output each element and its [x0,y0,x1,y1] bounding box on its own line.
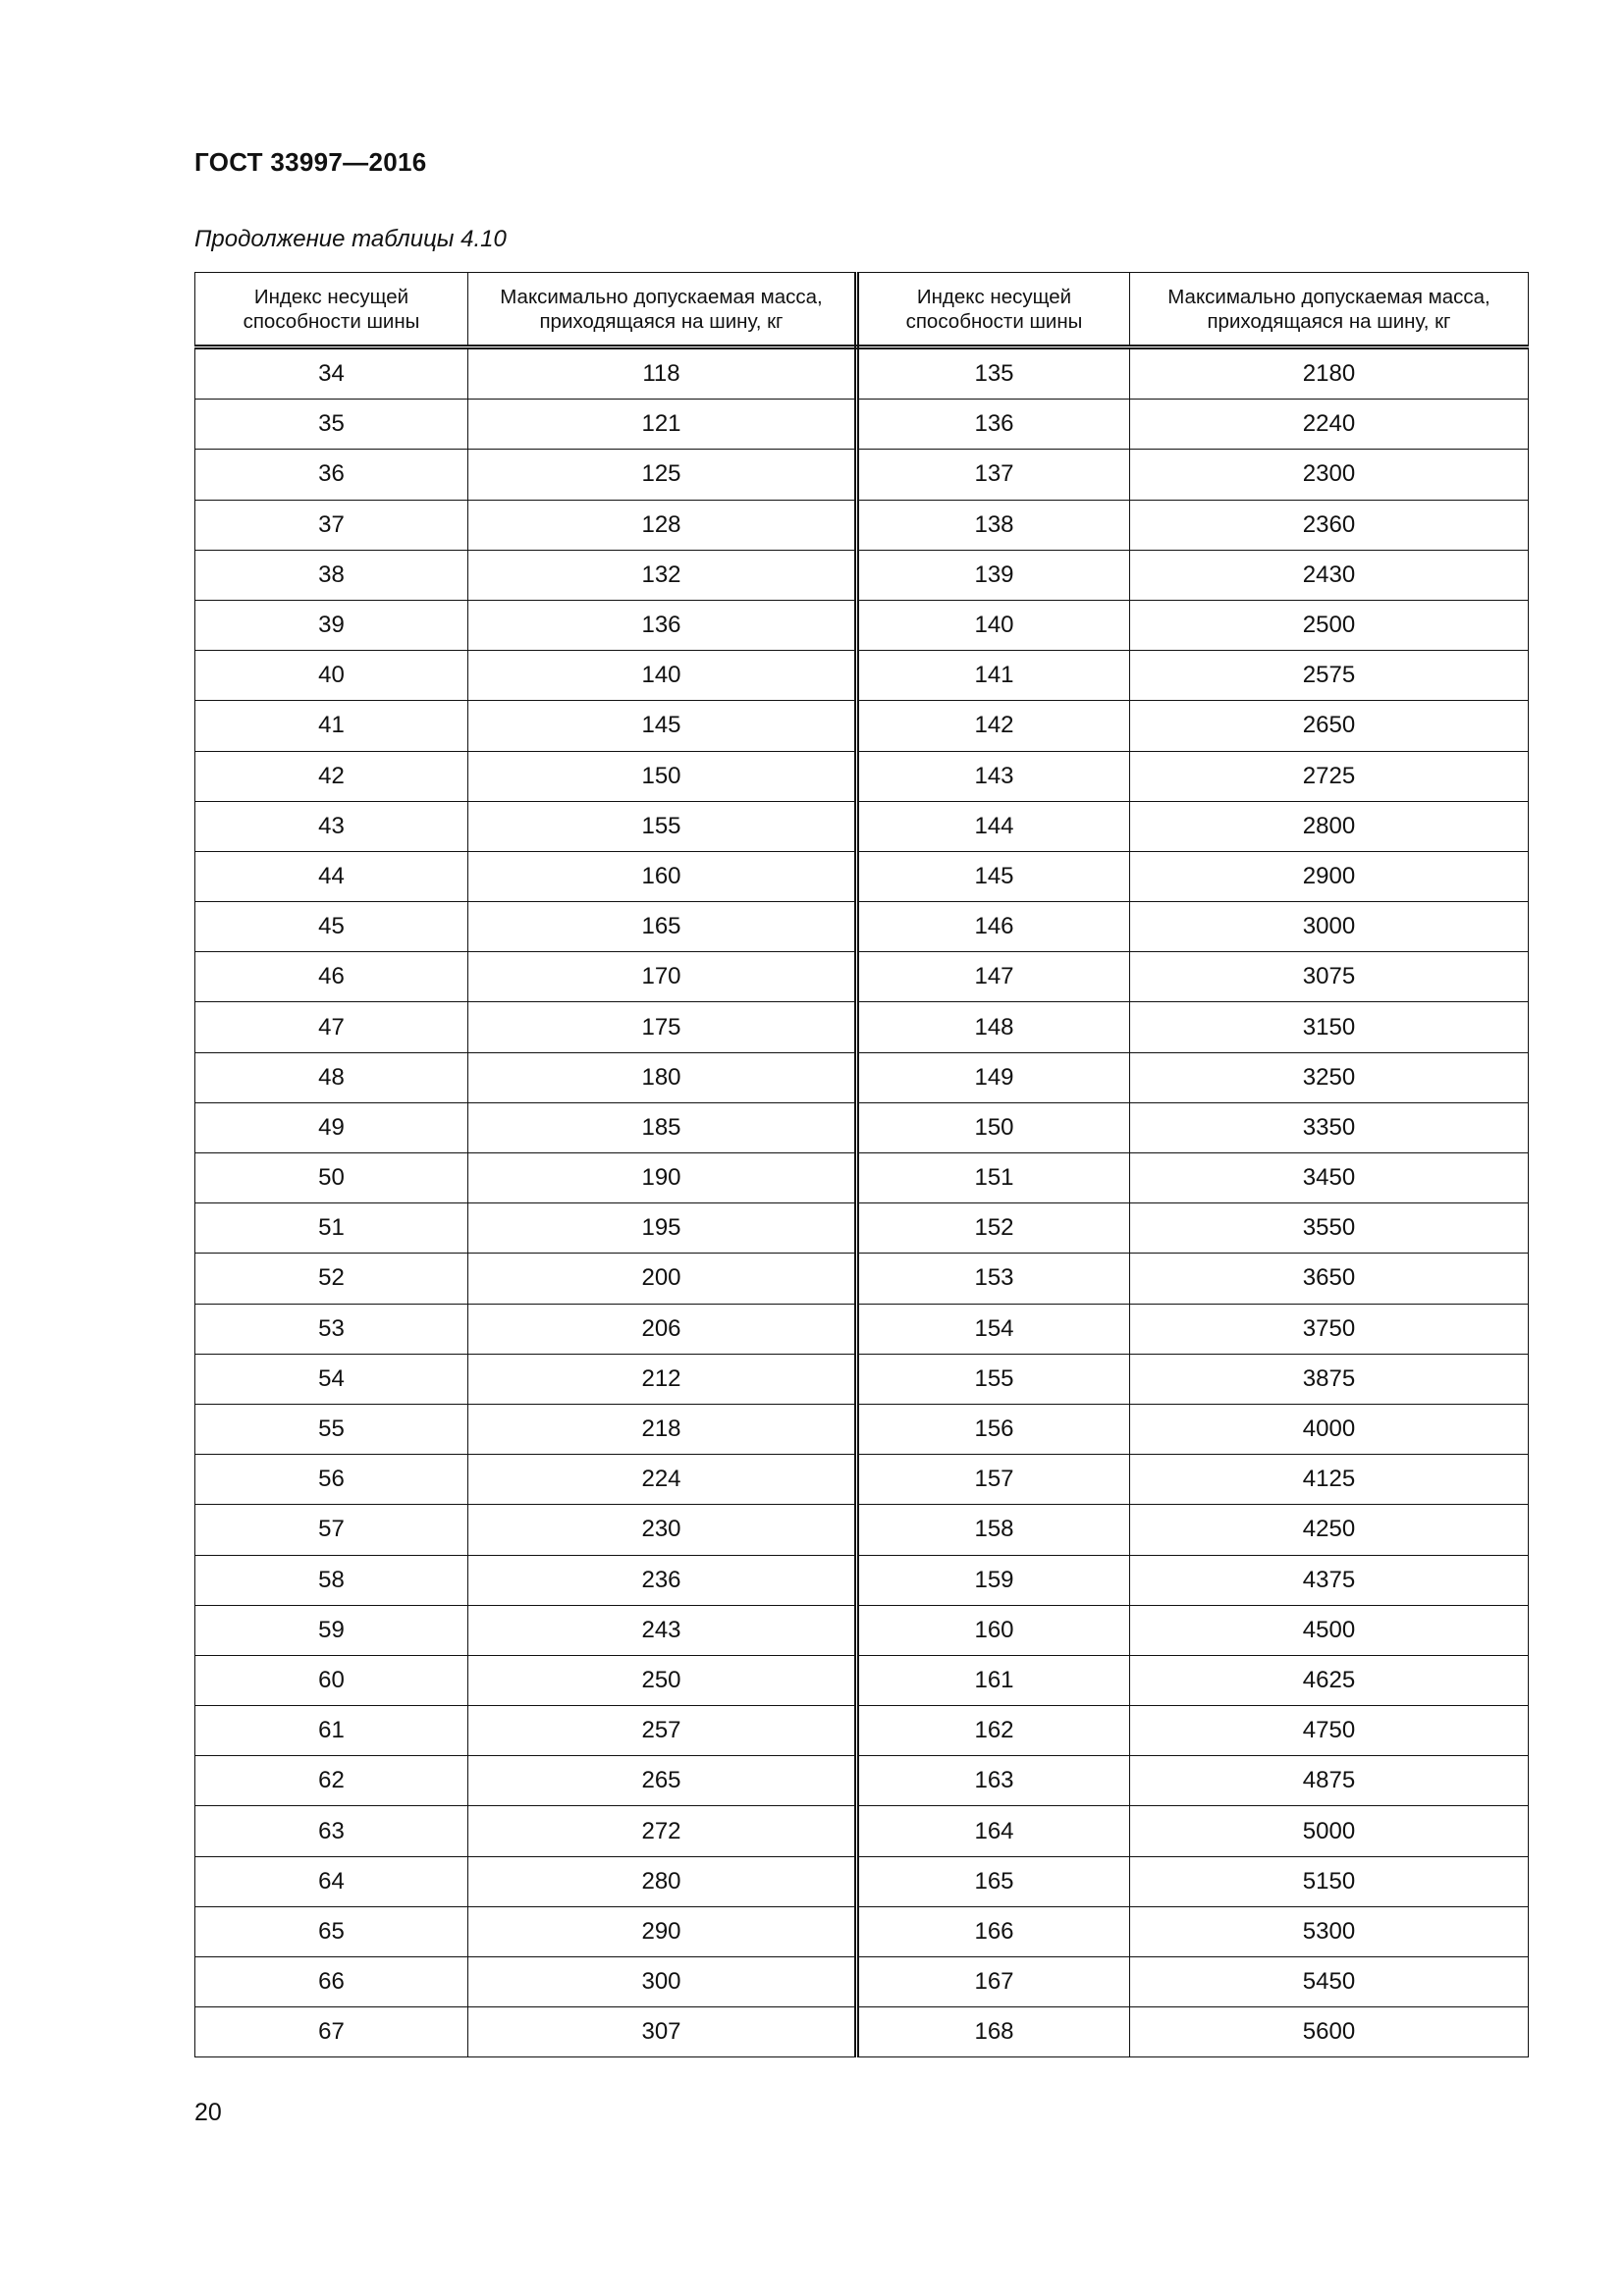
cell-load-index: 150 [857,1102,1130,1152]
cell-load-index: 50 [195,1153,468,1203]
cell-max-mass: 2500 [1130,600,1529,650]
cell-load-index: 65 [195,1906,468,1956]
cell-max-mass: 2300 [1130,450,1529,500]
cell-load-index: 144 [857,801,1130,851]
cell-max-mass: 4625 [1130,1655,1529,1705]
cell-load-index: 42 [195,751,468,801]
cell-load-index: 158 [857,1505,1130,1555]
cell-load-index: 53 [195,1304,468,1354]
cell-max-mass: 3875 [1130,1354,1529,1404]
cell-load-index: 148 [857,1002,1130,1052]
cell-max-mass: 206 [468,1304,857,1354]
cell-load-index: 160 [857,1605,1130,1655]
table-row [195,1906,1529,1956]
cell-load-index: 142 [857,701,1130,751]
cell-max-mass: 224 [468,1455,857,1505]
cell-load-index: 138 [857,500,1130,550]
cell-load-index: 151 [857,1153,1130,1203]
cell-load-index: 51 [195,1203,468,1254]
cell-load-index: 40 [195,651,468,701]
column-header-max-mass: Максимально допускаемая масса, приходящаяся на шину, кг [1130,273,1529,347]
cell-max-mass: 150 [468,751,857,801]
table-row [195,2007,1529,2057]
load-index-table [194,272,1529,2057]
cell-load-index: 46 [195,952,468,1002]
cell-max-mass: 2180 [1130,347,1529,400]
cell-max-mass: 212 [468,1354,857,1404]
cell-max-mass: 5150 [1130,1856,1529,1906]
table-row [195,1153,1529,1203]
cell-max-mass: 4375 [1130,1555,1529,1605]
table-body [195,347,1529,2057]
cell-load-index: 58 [195,1555,468,1605]
cell-max-mass: 2725 [1130,751,1529,801]
cell-max-mass: 4500 [1130,1605,1529,1655]
table-row [195,1856,1529,1906]
cell-load-index: 49 [195,1102,468,1152]
cell-load-index: 54 [195,1354,468,1404]
cell-load-index: 59 [195,1605,468,1655]
cell-load-index: 39 [195,600,468,650]
cell-max-mass: 3550 [1130,1203,1529,1254]
cell-max-mass: 4875 [1130,1756,1529,1806]
cell-load-index: 165 [857,1856,1130,1906]
cell-max-mass: 185 [468,1102,857,1152]
table-row [195,550,1529,600]
cell-max-mass: 128 [468,500,857,550]
cell-load-index: 161 [857,1655,1130,1705]
cell-load-index: 139 [857,550,1130,600]
cell-load-index: 149 [857,1052,1130,1102]
cell-load-index: 167 [857,1957,1130,2007]
cell-max-mass: 280 [468,1856,857,1906]
cell-load-index: 136 [857,400,1130,450]
table-row [195,751,1529,801]
cell-load-index: 62 [195,1756,468,1806]
table-row [195,1957,1529,2007]
table-row [195,1102,1529,1152]
cell-max-mass: 218 [468,1404,857,1454]
table-header [195,273,1529,347]
table-row [195,1505,1529,1555]
table-row [195,1304,1529,1354]
cell-max-mass: 4125 [1130,1455,1529,1505]
cell-load-index: 154 [857,1304,1130,1354]
cell-max-mass: 250 [468,1655,857,1705]
cell-load-index: 157 [857,1455,1130,1505]
table-row [195,1203,1529,1254]
header-row [195,273,1529,347]
cell-load-index: 162 [857,1706,1130,1756]
table-row [195,600,1529,650]
table-row [195,651,1529,701]
cell-max-mass: 118 [468,347,857,400]
cell-max-mass: 160 [468,851,857,901]
table-row [195,1706,1529,1756]
cell-max-mass: 243 [468,1605,857,1655]
cell-load-index: 47 [195,1002,468,1052]
cell-max-mass: 180 [468,1052,857,1102]
cell-max-mass: 3250 [1130,1052,1529,1102]
cell-load-index: 37 [195,500,468,550]
cell-max-mass: 136 [468,600,857,650]
cell-max-mass: 2575 [1130,651,1529,701]
load-index-table-container [194,272,1528,2057]
cell-max-mass: 2650 [1130,701,1529,751]
cell-max-mass: 165 [468,902,857,952]
cell-max-mass: 5600 [1130,2007,1529,2057]
cell-max-mass: 195 [468,1203,857,1254]
cell-max-mass: 3150 [1130,1002,1529,1052]
column-header-load-index: Индекс несущей способности шины [857,273,1130,347]
cell-max-mass: 230 [468,1505,857,1555]
table-row [195,1655,1529,1705]
cell-load-index: 60 [195,1655,468,1705]
cell-max-mass: 2800 [1130,801,1529,851]
cell-max-mass: 272 [468,1806,857,1856]
cell-max-mass: 5000 [1130,1806,1529,1856]
column-header-max-mass: Максимально допускаемая масса, приходящаяся на шину, кг [468,273,857,347]
cell-load-index: 34 [195,347,468,400]
cell-load-index: 67 [195,2007,468,2057]
table-row [195,1052,1529,1102]
cell-load-index: 137 [857,450,1130,500]
cell-max-mass: 2430 [1130,550,1529,600]
cell-load-index: 45 [195,902,468,952]
cell-load-index: 156 [857,1404,1130,1454]
cell-max-mass: 236 [468,1555,857,1605]
cell-load-index: 61 [195,1706,468,1756]
table-caption: Продолжение таблицы 4.10 [194,226,507,252]
cell-load-index: 153 [857,1254,1130,1304]
cell-max-mass: 3075 [1130,952,1529,1002]
cell-load-index: 168 [857,2007,1130,2057]
cell-load-index: 55 [195,1404,468,1454]
cell-load-index: 159 [857,1555,1130,1605]
table-row [195,701,1529,751]
cell-max-mass: 190 [468,1153,857,1203]
cell-load-index: 57 [195,1505,468,1555]
table-row [195,1002,1529,1052]
cell-load-index: 140 [857,600,1130,650]
cell-max-mass: 132 [468,550,857,600]
cell-load-index: 35 [195,400,468,450]
cell-max-mass: 2900 [1130,851,1529,901]
cell-max-mass: 140 [468,651,857,701]
cell-load-index: 143 [857,751,1130,801]
cell-max-mass: 175 [468,1002,857,1052]
cell-load-index: 145 [857,851,1130,901]
cell-max-mass: 5450 [1130,1957,1529,2007]
cell-load-index: 48 [195,1052,468,1102]
cell-load-index: 43 [195,801,468,851]
cell-load-index: 41 [195,701,468,751]
cell-load-index: 56 [195,1455,468,1505]
cell-max-mass: 3650 [1130,1254,1529,1304]
table-row [195,902,1529,952]
cell-max-mass: 145 [468,701,857,751]
table-row [195,1555,1529,1605]
cell-load-index: 164 [857,1806,1130,1856]
cell-load-index: 147 [857,952,1130,1002]
cell-max-mass: 2240 [1130,400,1529,450]
cell-max-mass: 155 [468,801,857,851]
cell-max-mass: 121 [468,400,857,450]
page-number: 20 [194,2099,222,2126]
cell-max-mass: 200 [468,1254,857,1304]
cell-load-index: 155 [857,1354,1130,1404]
table-row [195,1354,1529,1404]
cell-load-index: 152 [857,1203,1130,1254]
table-row [195,400,1529,450]
cell-load-index: 52 [195,1254,468,1304]
table-row [195,1254,1529,1304]
cell-load-index: 64 [195,1856,468,1906]
cell-load-index: 163 [857,1756,1130,1806]
cell-max-mass: 125 [468,450,857,500]
cell-load-index: 166 [857,1906,1130,1956]
cell-max-mass: 265 [468,1756,857,1806]
cell-max-mass: 4750 [1130,1706,1529,1756]
cell-max-mass: 3750 [1130,1304,1529,1354]
table-row [195,801,1529,851]
table-row [195,1756,1529,1806]
table-row [195,1455,1529,1505]
document-header: ГОСТ 33997—2016 [194,147,427,177]
column-header-load-index: Индекс несущей способности шины [195,273,468,347]
cell-max-mass: 257 [468,1706,857,1756]
cell-max-mass: 170 [468,952,857,1002]
cell-load-index: 38 [195,550,468,600]
cell-load-index: 135 [857,347,1130,400]
cell-max-mass: 290 [468,1906,857,1956]
cell-max-mass: 2360 [1130,500,1529,550]
cell-max-mass: 300 [468,1957,857,2007]
cell-load-index: 44 [195,851,468,901]
cell-load-index: 66 [195,1957,468,2007]
cell-max-mass: 3350 [1130,1102,1529,1152]
cell-max-mass: 4250 [1130,1505,1529,1555]
cell-max-mass: 4000 [1130,1404,1529,1454]
cell-max-mass: 307 [468,2007,857,2057]
table-row [195,952,1529,1002]
table-row [195,1806,1529,1856]
cell-load-index: 146 [857,902,1130,952]
table-row [195,450,1529,500]
table-row [195,1605,1529,1655]
cell-load-index: 141 [857,651,1130,701]
table-row [195,347,1529,400]
cell-max-mass: 5300 [1130,1906,1529,1956]
table-row [195,851,1529,901]
cell-max-mass: 3450 [1130,1153,1529,1203]
table-row [195,1404,1529,1454]
cell-load-index: 63 [195,1806,468,1856]
table-row [195,500,1529,550]
cell-max-mass: 3000 [1130,902,1529,952]
cell-load-index: 36 [195,450,468,500]
